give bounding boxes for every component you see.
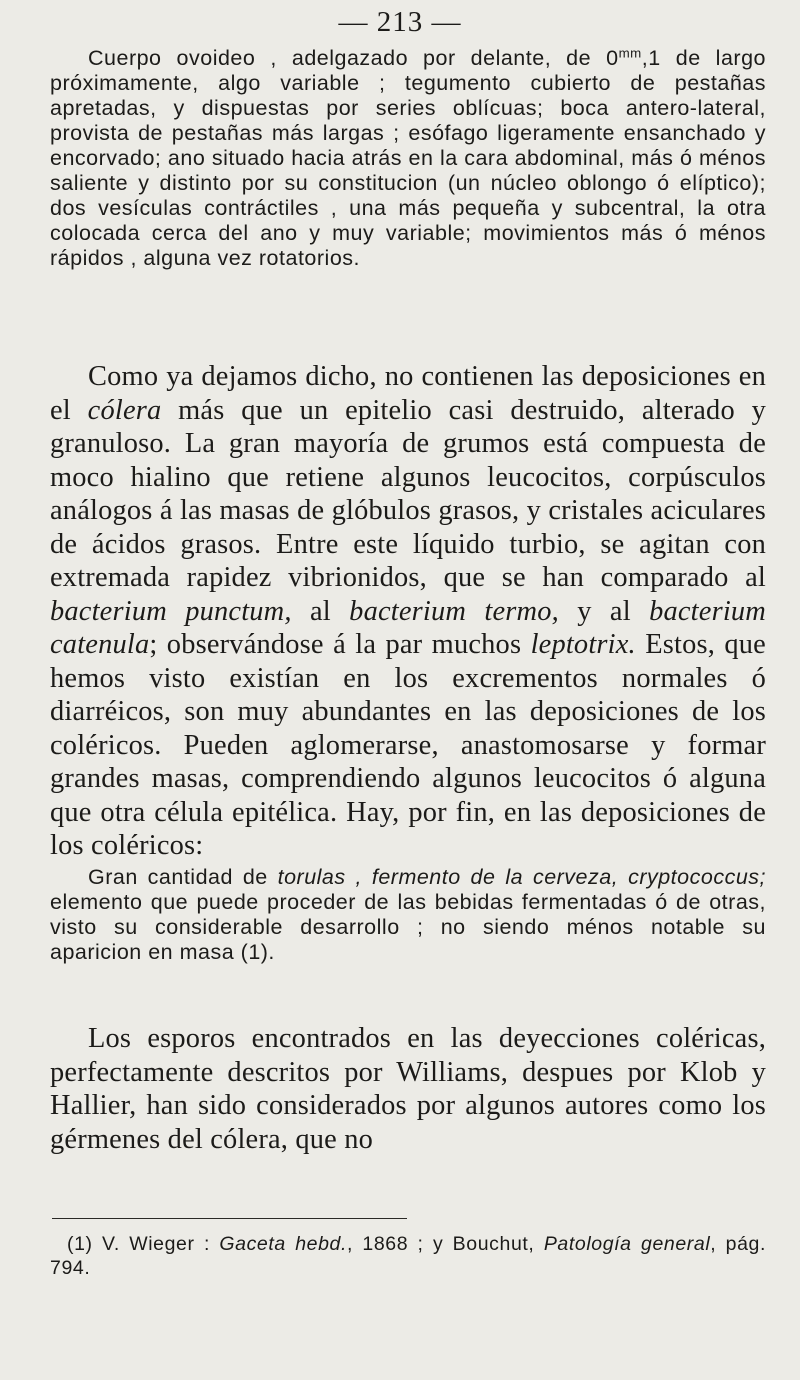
footnote-text-b: , 1868 ; y Bouchut, bbox=[347, 1233, 544, 1255]
footnote-divider bbox=[52, 1218, 407, 1219]
p1-text-b: ,1 de largo próximamente, algo variable ; tegumento cubierto de pestañas apretadas, y dispuestas por series oblícuas; boca antero-lateral, provista de pestañas más largas ; esófago ligeramente ensanchado y encorvado; ano situado hacia atrás en la cara abdominal, más ó ménos saliente y distinto por su constitucion (un núcleo oblongo ó elíptico); dos vesículas contráctiles , una más pequeña y subcentral, la otra colocada cerca del ano y muy variable; movimientos más ó ménos rápidos , alguna vez rotatorios. bbox=[50, 46, 766, 270]
p2-italic-colera: cólera bbox=[87, 394, 162, 426]
paragraph-2-depositions bbox=[50, 360, 766, 863]
footnote-italic-patologia: Patología general bbox=[543, 1233, 711, 1255]
p2-italic-bacterium-termo: bacterium termo, bbox=[349, 595, 559, 627]
p2-text-b: más que un epitelio casi destruido, alterado y granuloso. La gran mayoría de grumos está compuesta de moco hialino que retiene algunos leucocitos, corpúsculos análogos á las masas de glóbulos grasos, y cristales aciculares de ácidos grasos. Entre este líquido turbio, se agitan con extremada rapidez vibrionidos, que se han comparado al bbox=[50, 394, 767, 593]
p3-text-b: elemento que puede proceder de las bebidas fermentadas ó de otras, visto su considerable desarrollo ; no siendo ménos notable su aparicion en masa (1). bbox=[50, 890, 766, 964]
paragraph-4-esporos: Los esporos encontrados en las deyecciones coléricas, perfectamente descritos por Williams, despues por Klob y Hallier, han sido considerados por algunos autores como los gérmenes del cólera, que no bbox=[50, 1023, 766, 1155]
p2-italic-leptotrix: leptotrix. bbox=[530, 629, 636, 660]
p1-unit-superscript: mm bbox=[618, 45, 642, 61]
p2-text-c: al bbox=[291, 595, 350, 627]
p2-text-d: y al bbox=[558, 595, 650, 627]
footnote-text-a: (1) V. Wieger : bbox=[67, 1233, 220, 1255]
p2-text-f: Estos, que hemos visto existían en los excrementos normales ó diarréicos, son muy abundantes en las deposiciones de los coléricos. Pueden aglomerarse, anastomosarse y formar grandes masas, comprendiendo algunos leucocitos ó alguna que otra célula epitélica. Hay, por fin, en las deposiciones de los coléricos: bbox=[50, 629, 766, 861]
p2-text-e: ; observándose á la par muchos bbox=[149, 629, 531, 660]
footnote-text-c: , pág. 794. bbox=[50, 1233, 767, 1279]
p3-text-a: Gran cantidad de bbox=[88, 865, 278, 889]
page-number: — 213 — bbox=[338, 6, 462, 38]
paragraph-1-description bbox=[50, 46, 766, 271]
p2-italic-bacterium-catenula: bacterium catenula bbox=[50, 595, 767, 660]
p1-text-a: Cuerpo ovoideo , adelgazado por delante, de 0 bbox=[88, 46, 619, 70]
p3-italic-torulas: torulas , fermento de la cerveza, cryptococcus; bbox=[277, 865, 767, 889]
p2-text-a: Como ya dejamos dicho, no contienen las deposiciones en el bbox=[50, 361, 766, 426]
footnote-italic-gaceta: Gaceta hebd. bbox=[219, 1233, 348, 1255]
footnote bbox=[50, 1232, 766, 1280]
paragraph-3-torulas bbox=[50, 865, 766, 965]
p2-italic-bacterium-punctum: bacterium punctum, bbox=[50, 595, 292, 627]
